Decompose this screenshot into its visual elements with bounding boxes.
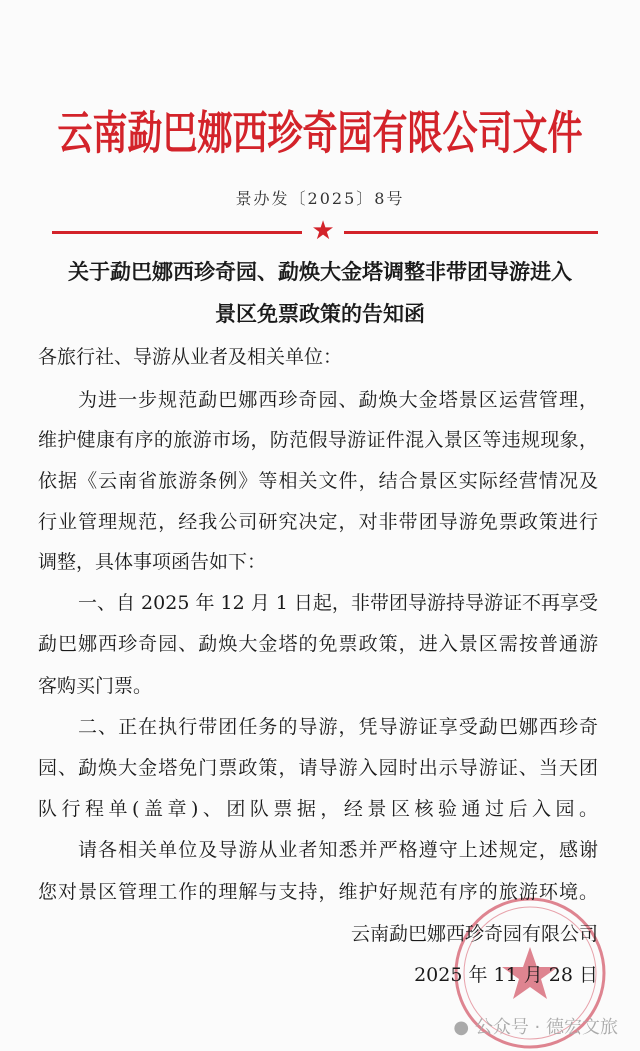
document-header-title: 云南勐巴娜西珍奇园有限公司文件 bbox=[57, 108, 583, 160]
body-line: 二、正在执行带团任务的导游，凭导游证享受勐巴娜西珍奇 bbox=[78, 716, 598, 738]
salutation: 各旅行社、导游从业者及相关单位： bbox=[38, 346, 343, 368]
body-line: 请各相关单位及导游从业者知悉并严格遵守上述规定，感谢 bbox=[78, 839, 598, 861]
body-line: 园、勐焕大金塔免门票政策，请导游入园时出示导游证、当天团 bbox=[38, 757, 598, 779]
signature-company: 云南勐巴娜西珍奇园有限公司 bbox=[350, 923, 598, 945]
body-line: 队行程单(盖章)、团队票据，经景区核验通过后入园。 bbox=[38, 798, 598, 820]
watermark bbox=[453, 1016, 618, 1040]
body-line: 为进一步规范勐巴娜西珍奇园、勐焕大金塔景区运营管理， bbox=[78, 389, 598, 411]
body-line: 维护健康有序的旅游市场，防范假导游证件混入景区等违规现象， bbox=[38, 429, 598, 451]
body-line: 您对景区管理工作的理解与支持，维护好规范有序的旅游环境。 bbox=[38, 881, 598, 903]
star-icon: ★ bbox=[311, 216, 335, 246]
notice-heading-line-2: 景区免票政策的告知函 bbox=[215, 302, 425, 326]
watermark-text: 公众号 · 德宏文旅 bbox=[474, 1017, 618, 1038]
body-line: 调整，具体事项函告如下： bbox=[38, 551, 267, 573]
notice-heading-line-1: 关于勐巴娜西珍奇园、勐焕大金塔调整非带团导游进入 bbox=[68, 260, 572, 284]
red-divider-right bbox=[344, 231, 598, 234]
body-line: 行业管理规范，经我公司研究决定，对非带团导游免票政策进行 bbox=[38, 511, 598, 533]
body-line: 勐巴娜西珍奇园、勐焕大金塔的免票政策，进入景区需按普通游 bbox=[38, 633, 598, 655]
wechat-icon: ● bbox=[453, 1017, 470, 1038]
document-number: 景办发〔2025〕8号 bbox=[235, 189, 405, 208]
red-divider-left bbox=[52, 231, 302, 234]
body-line: 依据《云南省旅游条例》等相关文件，结合景区实际经营情况及 bbox=[38, 470, 598, 492]
body-line: 客购买门票。 bbox=[38, 675, 153, 697]
body-line: 一、自 2025 年 12 月 1 日起，非带团导游持导游证不再享受 bbox=[78, 592, 598, 614]
signature-date: 2025 年 11 月 28 日 bbox=[414, 964, 598, 986]
